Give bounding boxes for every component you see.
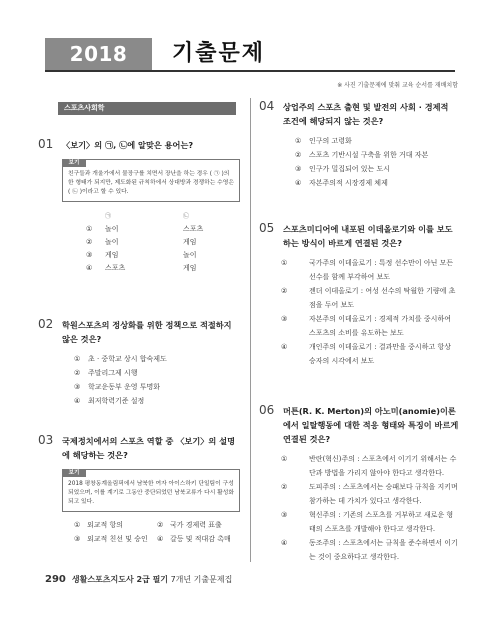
question-text: 학원스포츠의 정상화를 위한 정책으로 적절하지 않은 것은? (62, 320, 232, 344)
bogi-text: 친구들과 개울가에서 물장구를 치면서 장난을 하는 경우 ( ㉠ )의 한 형태가 되지만, 제도화된 규칙하에서 상대방과 경쟁하는 수영은 ( ㉡ )이라고 할 수 있다. (68, 171, 234, 195)
page-number: 290 (45, 574, 66, 585)
option-text: 자본주의 이데올로기 : 경제적 가치를 중시하여 스포츠의 소비를 유도하는 보도 (309, 315, 451, 337)
header-rule (45, 70, 455, 72)
option-number: ① (295, 137, 302, 145)
question-01 (38, 138, 240, 275)
question-number: 06 (259, 403, 275, 417)
option-number: ② (157, 521, 164, 529)
option-text: 인구가 밀집되어 있는 도시 (309, 165, 391, 173)
option-number: ② (281, 483, 288, 491)
choice-cell: 놀이 (182, 251, 197, 259)
question-text: 국제정치에서의 스포츠 역할 중 〈보기〉의 설명에 해당하는 것은? (62, 436, 235, 460)
header-cell: ㉡ (182, 213, 189, 220)
option-list (281, 256, 459, 368)
bogi-label: 보기 (62, 159, 86, 167)
answer-row[interactable] (86, 262, 240, 275)
choice-number: ① (86, 225, 93, 233)
option-text: 국가 경제력 표출 (170, 521, 222, 529)
header-cell: ㉠ (105, 213, 112, 220)
option-number: ④ (281, 539, 288, 547)
book-subtitle: 7개년 기출문제집 (168, 575, 233, 584)
question-number: 02 (38, 317, 54, 331)
answer-table-header (86, 210, 240, 223)
choice-number: ② (86, 238, 93, 246)
option-number: ② (74, 369, 81, 377)
option-item[interactable] (281, 452, 459, 480)
option-number: ② (295, 151, 302, 159)
option-number: ① (74, 355, 81, 363)
option-list (74, 352, 240, 408)
option-number: ④ (74, 397, 81, 405)
choice-cell: 스포츠 (105, 264, 126, 272)
answer-row[interactable] (86, 236, 240, 249)
option-item[interactable] (281, 256, 459, 284)
option-text: 갈등 및 적대감 촉매 (170, 535, 231, 543)
question-number: 03 (38, 433, 54, 447)
question-text: 상업주의 스포츠 출현 및 발전의 사회 · 경제적 조건에 해당되지 않는 것은? (283, 102, 449, 126)
bogi-box (62, 469, 240, 512)
option-text: 자본주의적 시장경제 체제 (309, 179, 388, 187)
option-text: 개인주의 이데올로기 : 결과만을 중시하고 항상 승자의 시각에서 보도 (309, 343, 451, 365)
question-text: 머튼(R. K. Merton)의 아노미(anomie)이론에서 일탈행동에 대한 적응 형태와 특징이 바르게 연결된 것은? (283, 406, 459, 444)
choice-cell: 게임 (182, 238, 197, 246)
option-text: 외교적 항의 (87, 521, 124, 529)
option-text: 최저학력기준 설정 (88, 397, 145, 405)
option-number: ① (281, 259, 288, 267)
option-item[interactable] (157, 532, 240, 546)
choice-cell: 놀이 (105, 238, 119, 246)
option-text: 외교적 친선 및 승인 (87, 535, 148, 543)
option-item[interactable] (281, 508, 459, 536)
bogi-box (62, 159, 240, 202)
option-text: 주말리그제 시행 (88, 369, 138, 377)
option-text: 국가주의 이데올로기 : 특정 선수만이 아닌 모든 선수를 함께 부각하여 보도 (309, 259, 454, 281)
option-list (295, 134, 459, 190)
option-number: ① (74, 521, 81, 529)
option-text: 반란(혁신)주의 : 스포츠에서 이기기 위해서는 수단과 방법을 가리지 않아야 한다고 생각한다. (309, 455, 457, 477)
option-item[interactable] (281, 284, 459, 312)
option-grid (74, 518, 240, 546)
answer-row[interactable] (86, 249, 240, 262)
option-item[interactable] (74, 380, 240, 394)
answer-row[interactable] (86, 223, 240, 236)
option-number: ④ (295, 179, 302, 187)
option-item[interactable] (157, 518, 240, 532)
choice-number: ④ (86, 264, 93, 272)
option-number: ④ (157, 535, 164, 543)
option-item[interactable] (295, 148, 459, 162)
option-item[interactable] (281, 536, 459, 564)
choice-cell: 게임 (182, 264, 197, 272)
option-item[interactable] (295, 162, 459, 176)
choice-cell: 스포츠 (182, 225, 204, 233)
option-item[interactable] (74, 532, 157, 546)
option-text: 인구의 고령화 (309, 137, 352, 145)
question-06 (259, 404, 459, 564)
option-item[interactable] (74, 352, 240, 366)
option-text: 젠더 이데올로기 : 여성 선수의 탁월한 기량에 초점을 두어 보도 (309, 287, 456, 309)
question-04 (259, 100, 459, 190)
option-item[interactable] (281, 312, 459, 340)
answer-table (86, 210, 240, 275)
option-number: ③ (295, 165, 302, 173)
option-text: 도피주의 : 스포츠에서는 승패보다 규칙을 지키며 참가하는 데 가치가 있다고 생각한다. (309, 483, 458, 505)
option-item[interactable] (281, 480, 459, 508)
question-05 (259, 222, 459, 368)
option-list (281, 452, 459, 564)
header-note: ※ 사진 기출문제에 맞춰 교육 순서를 재배치함 (337, 82, 458, 89)
option-item[interactable] (74, 518, 157, 532)
option-text: 초 · 중학교 상시 합숙제도 (88, 355, 167, 363)
book-title: 생활스포츠지도사 2급 필기 (71, 575, 169, 584)
option-number: ③ (281, 315, 288, 323)
question-02 (38, 318, 240, 408)
bogi-label: 보기 (62, 469, 86, 477)
option-item[interactable] (295, 176, 459, 190)
option-text: 혁신주의 : 기존의 스포츠를 거부하고 새로운 형태의 스포츠를 개발해야 한다고 생각한다. (309, 511, 454, 533)
section-title: 스포츠사회학 (58, 102, 236, 115)
column-divider (250, 98, 251, 562)
question-number: 01 (38, 137, 54, 151)
option-item[interactable] (281, 340, 459, 368)
option-number: ③ (74, 383, 81, 391)
choice-number: ③ (86, 251, 93, 259)
option-text: 스포츠 기반시설 구축을 위한 거대 자본 (309, 151, 429, 159)
page-title: 기출문제 (172, 41, 266, 66)
option-text: 동조주의 : 스포츠에서는 규칙을 준수하면서 이기는 것이 중요하다고 생각한다. (309, 539, 458, 561)
question-number: 05 (259, 221, 275, 235)
choice-cell: 놀이 (105, 225, 119, 233)
page-footer (45, 574, 232, 585)
option-number: ③ (281, 511, 288, 519)
option-text: 학교운동부 운영 투명화 (88, 383, 161, 391)
question-text: 〈보기〉의 ㉠, ㉡에 알맞은 용어는? (62, 140, 194, 150)
question-number: 04 (259, 99, 275, 113)
option-item[interactable] (74, 366, 240, 380)
option-number: ④ (281, 343, 288, 351)
option-number: ② (281, 287, 288, 295)
option-item[interactable] (74, 394, 240, 408)
option-number: ③ (74, 535, 81, 543)
question-03 (38, 434, 240, 546)
bogi-text: 2018 평창동계올림픽에서 남북한 여자 아이스하키 단일팀이 구성되었으며, 이를 계기로 그동안 중단되었던 남북교류가 다시 활성화되고 있다. (68, 481, 234, 505)
question-text: 스포츠미디어에 내포된 이데올로기와 이를 보도하는 방식이 바르게 연결된 것은? (283, 224, 453, 248)
option-item[interactable] (295, 134, 459, 148)
choice-cell: 게임 (105, 251, 119, 259)
year-badge: 2018 (45, 38, 152, 70)
option-number: ① (281, 455, 288, 463)
